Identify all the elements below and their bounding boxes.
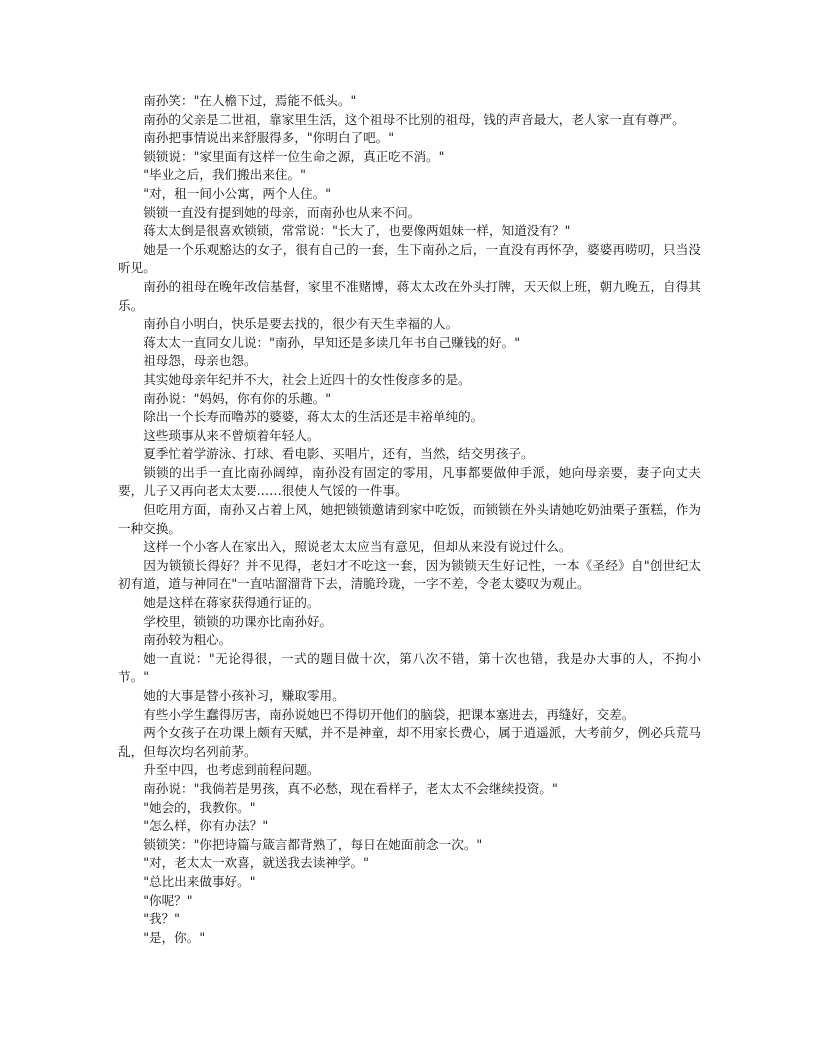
paragraph: 升至中四，也考虑到前程问题。	[143, 762, 320, 778]
paragraph: 南孙把事情说出来舒服得多，"你明白了吧。"	[143, 130, 395, 146]
paragraph: 这样一个小客人在家出入，照说老太太应当有意见，但却从来没有说过什么。	[143, 539, 572, 555]
paragraph: 南孙的祖母在晚年改信基督，家里不准赌博，蒋太太改在外头打牌，天天似上班，朝九晚五，自得其乐。	[118, 278, 701, 313]
paragraph: 锁锁一直没有提到她的母亲，而南孙也从来不问。	[143, 204, 421, 220]
paragraph: "对，老太太一欢喜，就送我去读神学。"	[143, 855, 369, 871]
paragraph: 有些小学生蠢得厉害，南孙说她巴不得切开他们的脑袋，把课本塞进去，再缝好，交差。	[143, 706, 635, 722]
paragraph: 她的大事是替小孩补习，赚取零用。	[143, 688, 345, 703]
paragraph: "毕业之后，我们搬出来住。"	[143, 167, 306, 183]
paragraph: 锁锁笑："你把诗篇与箴言都背熟了，每日在她面前念一次。"	[143, 836, 483, 852]
paragraph: "你呢？"	[143, 892, 193, 908]
paragraph: "我？"	[143, 911, 180, 927]
paragraph: 学校里，锁锁的功课亦比南孙好。	[143, 613, 333, 629]
paragraph: 南孙的父亲是二世祖，靠家里生活，这个祖母不比别的祖母，钱的声音最大，老人家一直有尊严。	[143, 111, 685, 127]
paragraph: 南孙较为粗心。	[143, 632, 232, 648]
document-page	[118, 92, 701, 947]
paragraph: 夏季忙着学游泳、打球、看电影、买唱片，还有，当然，结交男孩子。	[143, 446, 534, 462]
paragraph: 锁锁说："家里面有这样一位生命之源，真正吃不消。"	[143, 148, 445, 164]
paragraph: 蒋太太倒是很喜欢锁锁，常常说："长大了，也要像两姐妹一样，知道没有？"	[143, 223, 571, 239]
paragraph: 蒋太太一直同女儿说："南孙，早知还是多读几年书自己赚钱的好。"	[143, 334, 520, 350]
paragraph: "总比出来做事好。"	[143, 873, 256, 889]
paragraph: "对，租一间小公寓，两个人住。"	[143, 185, 332, 201]
paragraph: 南孙自小明白，快乐是要去找的，很少有天生幸福的人。	[143, 316, 459, 332]
paragraph: 这些琐事从来不曾烦着年轻人。	[143, 427, 320, 443]
paragraph: 她是这样在蒋家获得通行证的。	[143, 595, 320, 611]
paragraph: "她会的，我教你。"	[143, 799, 256, 815]
paragraph: 锁锁的出手一直比南孙阔绰，南孙没有固定的零用，凡事都要做伸手派，她向母亲要，妻子向丈夫要，儿子又再向老太太要……很使人气馁的一件事。	[118, 464, 701, 499]
paragraph: 南孙说："我倘若是男孩，真不必愁，现在看样子，老太太不会继续投资。"	[143, 780, 558, 796]
paragraph: 她一直说："无论得很，一式的题目做十次，第八次不错，第十次也错，我是办大事的人，不拘小节。"	[118, 650, 701, 685]
paragraph: 南孙说："妈妈，你有你的乐趣。"	[143, 390, 332, 406]
paragraph: 两个女孩子在功课上颇有天赋，并不是神童，却不用家长费心，属于逍遥派，大考前夕，例必兵荒马乱，但每次均名列前茅。	[118, 725, 701, 759]
paragraph: 祖母怨，母亲也怨。	[143, 353, 257, 369]
paragraph: "是，你。"	[143, 929, 206, 945]
paragraph: 其实她母亲年纪并不大，社会上近四十的女性俊彦多的是。	[143, 371, 471, 387]
paragraph: 但吃用方面，南孙又占着上风，她把锁锁邀请到家中吃饭，而锁锁在外头请她吃奶油栗子蛋糕，作为一种交换。	[118, 502, 701, 536]
paragraph: 南孙笑："在人檐下过，焉能不低头。"	[143, 93, 357, 108]
paragraph: "怎么样，你有办法？"	[143, 818, 269, 834]
paragraph: 除出一个长寿而噜苏的婆婆，蒋太太的生活还是丰裕单纯的。	[143, 409, 484, 425]
paragraph: 她是一个乐观豁达的女子，很有自己的一套，生下南孙之后，一直没有再怀孕，婆婆再唠叨，只当没听见。	[118, 241, 701, 276]
paragraph: 因为锁锁长得好？并不见得，老妇才不吃这一套，因为锁锁天生好记性，一本《圣经》自"创世纪太初有道，道与神同在"一直咕溜溜背下去，清脆玲珑，一字不差，令老太婆叹为观止。	[118, 557, 701, 592]
